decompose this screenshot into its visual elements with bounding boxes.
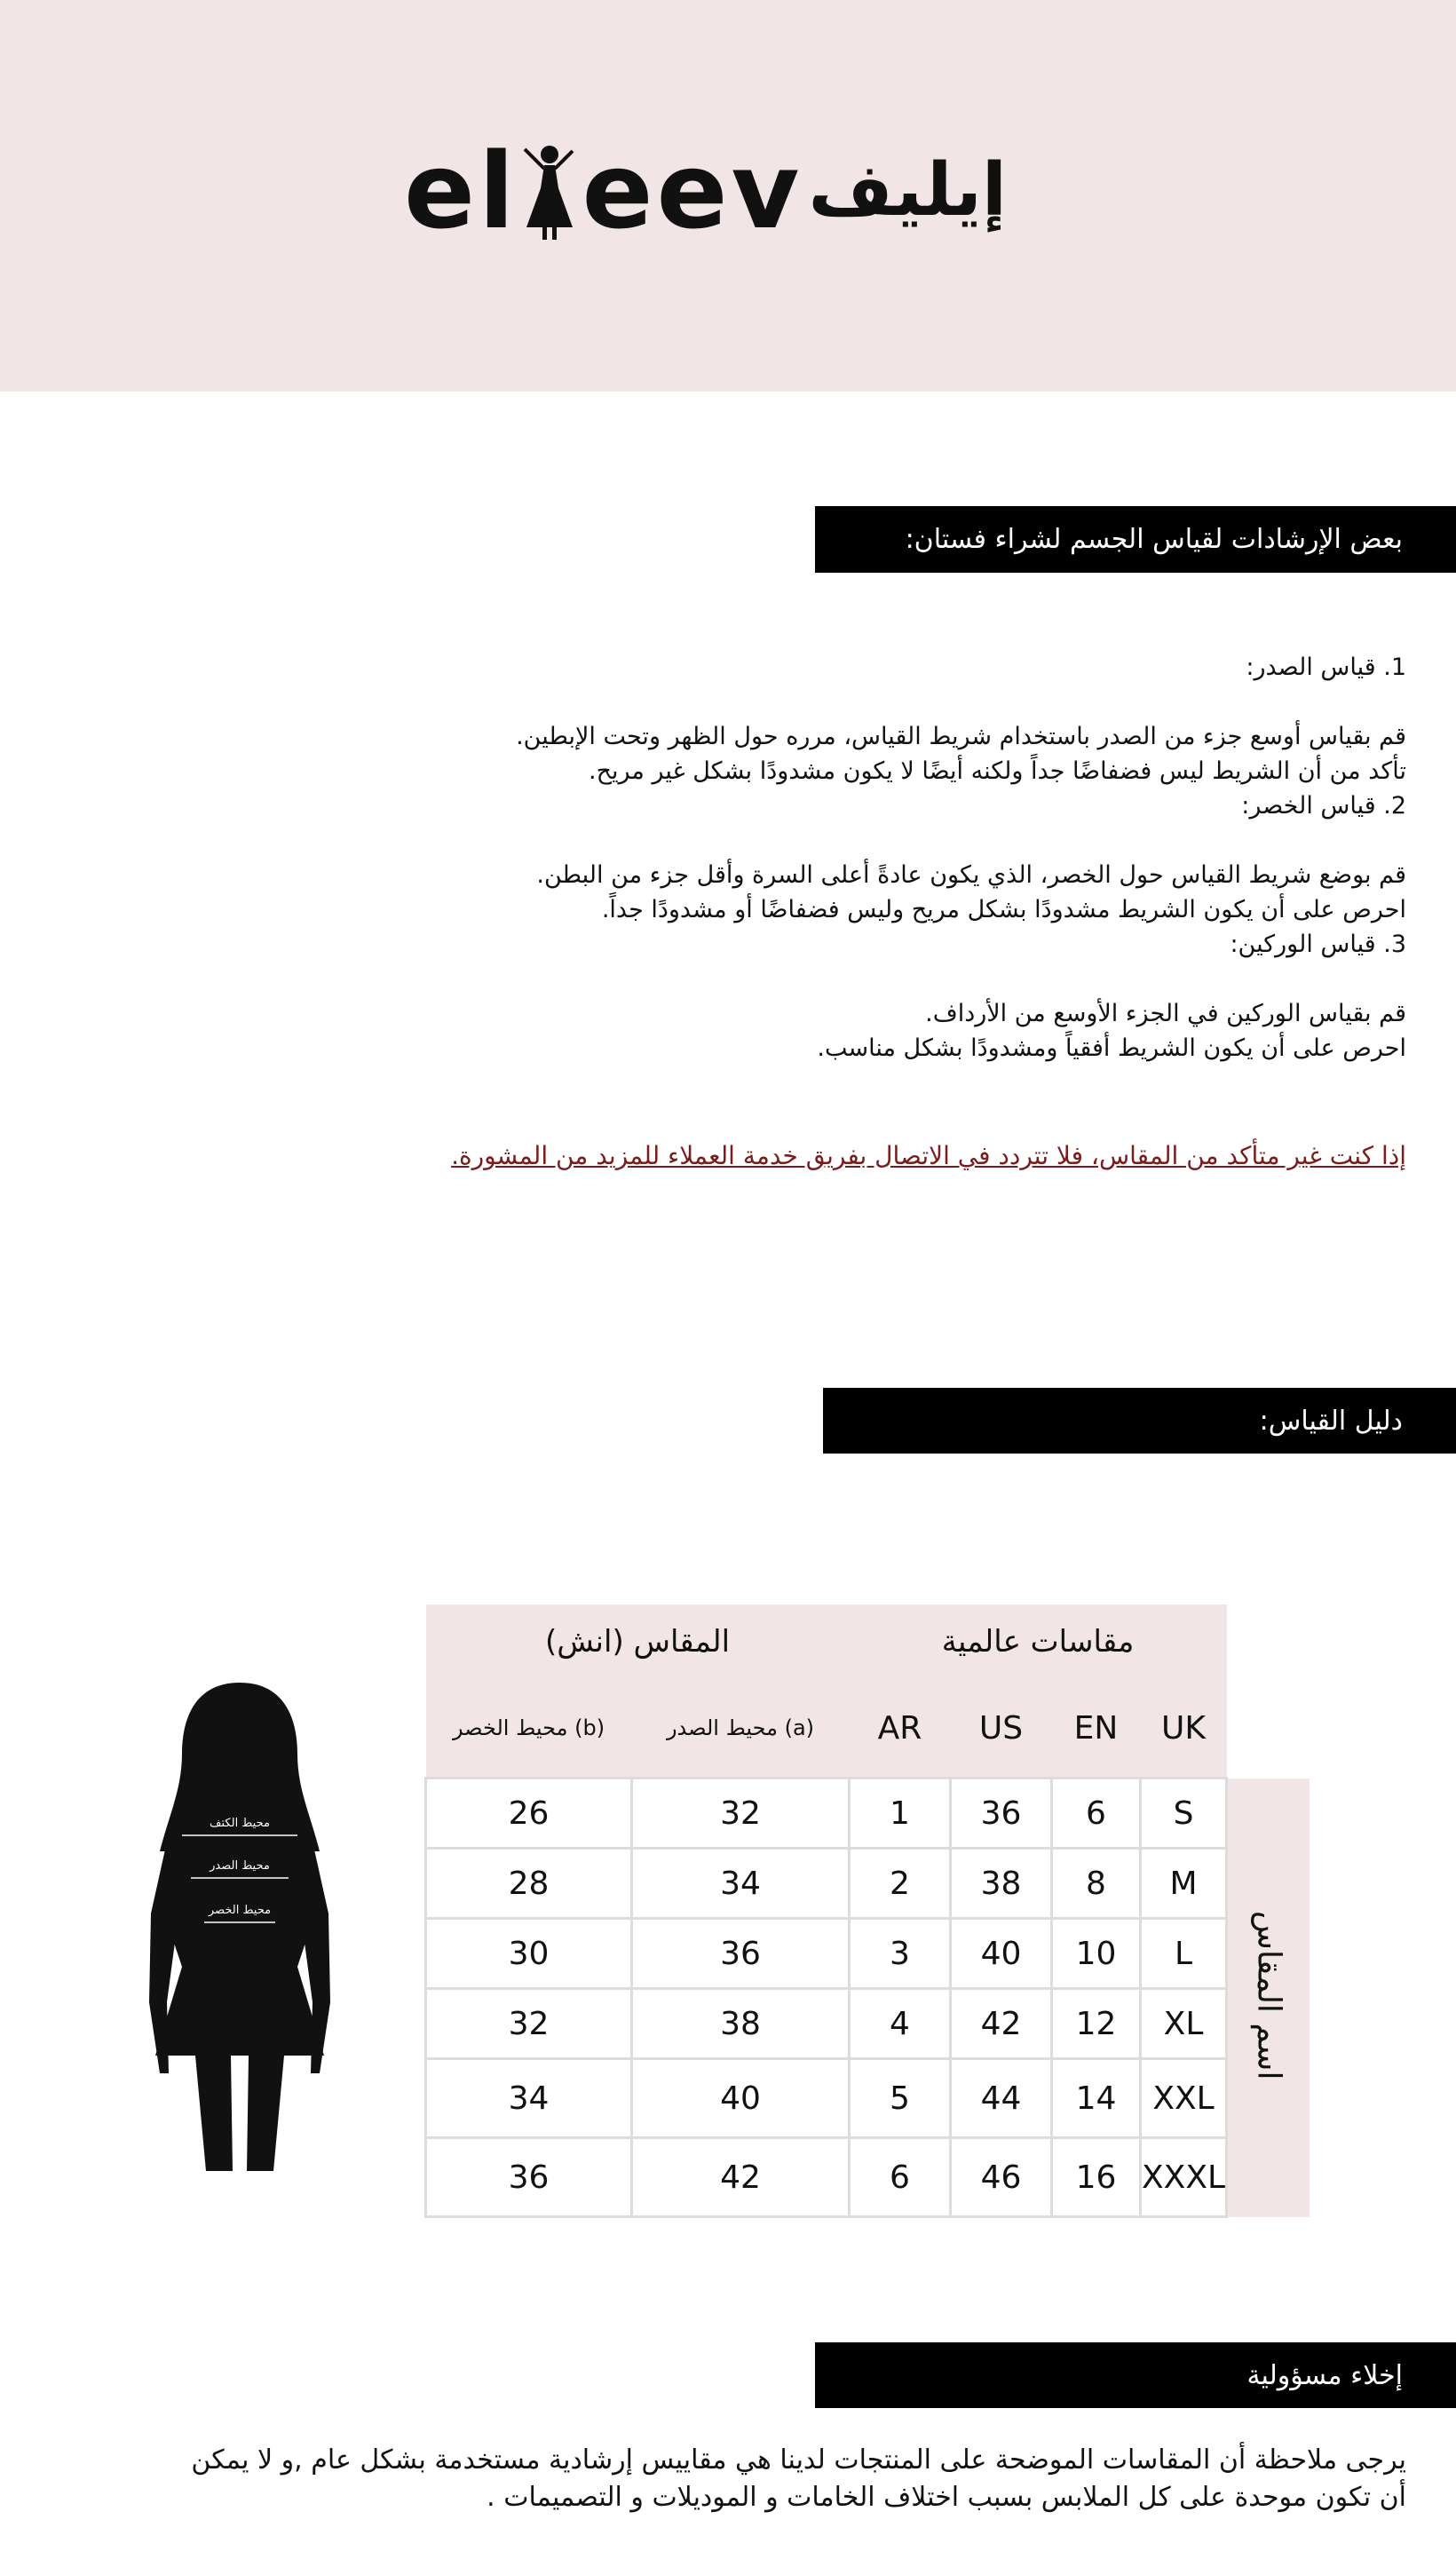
ar-cell: 1 bbox=[850, 1779, 951, 1849]
col-header-chest: محيط الصدر (a) bbox=[632, 1679, 850, 1779]
chest-cell: 34 bbox=[632, 1849, 850, 1919]
en-cell: 10 bbox=[1052, 1919, 1141, 1989]
body-measurement-figure bbox=[142, 1683, 337, 2171]
woman-figure-icon bbox=[518, 142, 582, 240]
us-cell: 44 bbox=[951, 2059, 1052, 2138]
waist-line-1: قم بوضع شريط القياس حول الخصر، الذي يكون عادةً أعلى السرة وأقل جزء من البطن. bbox=[536, 861, 1406, 889]
uk-cell: M bbox=[1141, 1849, 1227, 1919]
guidelines-section-title: بعض الإرشادات لقياس الجسم لشراء فستان: bbox=[815, 506, 1456, 573]
waist-cell: 34 bbox=[426, 2059, 632, 2138]
uk-cell: S bbox=[1141, 1779, 1227, 1849]
waist-cell: 36 bbox=[426, 2138, 632, 2217]
group-header-measure: المقاس (انش) bbox=[426, 1604, 850, 1679]
waist-cell: 32 bbox=[426, 1989, 632, 2059]
hips-heading: 3. قياس الوركين: bbox=[1230, 931, 1406, 958]
table-row bbox=[426, 2138, 1310, 2217]
customer-service-link[interactable]: إذا كنت غير متأكد من المقاس، فلا تتردد في الاتصال بفريق خدمة العملاء للمزيد من المشورة. bbox=[451, 1141, 1406, 1170]
chest-cell: 42 bbox=[632, 2138, 850, 2217]
disclaimer-section-title: إخلاء مسؤولية bbox=[815, 2342, 1456, 2408]
table-row bbox=[426, 1849, 1310, 1919]
brand-logo-latin: el eev bbox=[404, 130, 803, 252]
waist-cell: 30 bbox=[426, 1919, 632, 1989]
torso-shape bbox=[155, 1798, 324, 2056]
chest-label: محيط الصدر bbox=[210, 1859, 270, 1873]
us-cell: 40 bbox=[951, 1919, 1052, 1989]
hips-line-2: احرص على أن يكون الشريط أفقياً ومشدودًا بشكل مناسب. bbox=[817, 1034, 1406, 1062]
chest-line-1: قم بقياس أوسع جزء من الصدر باستخدام شريط القياس، مرره حول الظهر وتحت الإبطين. bbox=[516, 723, 1406, 750]
chest-cell: 36 bbox=[632, 1919, 850, 1989]
col-header-ar: AR bbox=[850, 1679, 951, 1779]
us-cell: 36 bbox=[951, 1779, 1052, 1849]
chest-cell: 40 bbox=[632, 2059, 850, 2138]
chest-cell: 38 bbox=[632, 1989, 850, 2059]
us-cell: 46 bbox=[951, 2138, 1052, 2217]
table-row bbox=[426, 2059, 1310, 2138]
en-cell: 14 bbox=[1052, 2059, 1141, 2138]
legs-shape bbox=[195, 2056, 284, 2171]
en-cell: 6 bbox=[1052, 1779, 1141, 1849]
uk-cell: L bbox=[1141, 1919, 1227, 1989]
col-header-waist: محيط الخصر (b) bbox=[426, 1679, 632, 1779]
size-chart bbox=[424, 1604, 1310, 2218]
disclaimer-text bbox=[21, 2442, 1406, 2516]
ar-cell: 2 bbox=[850, 1849, 951, 1919]
group-header-international: مقاسات عالمية bbox=[850, 1604, 1227, 1679]
chest-cell: 32 bbox=[632, 1779, 850, 1849]
disclaimer-line-1: يرجى ملاحظة أن المقاسات الموضحة على المنتجات لدينا هي مقاييس إرشادية مستخدمة بشكل عام ,و لا يمكن bbox=[191, 2444, 1406, 2476]
waist-heading: 2. قياس الخصر: bbox=[1241, 792, 1406, 820]
us-cell: 42 bbox=[951, 1989, 1052, 2059]
uk-cell: XXXL bbox=[1141, 2138, 1227, 2217]
waist-line-2: احرص على أن يكون الشريط مشدودًا بشكل مريح وليس فضفاضًا أو مشدودًا جداً. bbox=[601, 896, 1406, 923]
en-cell: 16 bbox=[1052, 2138, 1141, 2217]
brand-logo[interactable] bbox=[404, 130, 1007, 252]
col-header-uk: UK bbox=[1141, 1679, 1227, 1779]
en-cell: 8 bbox=[1052, 1849, 1141, 1919]
ar-cell: 3 bbox=[850, 1919, 951, 1989]
col-header-en: EN bbox=[1052, 1679, 1141, 1779]
disclaimer-line-2: أن تكون موحدة على كل الملابس بسبب اختلاف الخامات و الموديلات و التصميمات . bbox=[487, 2482, 1406, 2513]
size-name-side-label: اسم المقاس bbox=[1227, 1779, 1310, 2217]
waist-cell: 28 bbox=[426, 1849, 632, 1919]
waist-label: محيط الخصر bbox=[208, 1904, 272, 1917]
table-row bbox=[426, 1919, 1310, 1989]
waist-cell: 26 bbox=[426, 1779, 632, 1849]
en-cell: 12 bbox=[1052, 1989, 1141, 2059]
ar-cell: 4 bbox=[850, 1989, 951, 2059]
chest-heading: 1. قياس الصدر: bbox=[1246, 654, 1406, 681]
us-cell: 38 bbox=[951, 1849, 1052, 1919]
col-header-us: US bbox=[951, 1679, 1052, 1779]
ar-cell: 6 bbox=[850, 2138, 951, 2217]
size-guide-section-title: دليل القياس: bbox=[823, 1388, 1456, 1454]
measurement-instructions bbox=[252, 650, 1406, 1066]
shoulder-label: محيط الكتف bbox=[210, 1817, 270, 1830]
size-table bbox=[424, 1604, 1310, 2218]
chest-line-2: تأكد من أن الشريط ليس فضفاضًا جداً ولكنه أيضًا لا يكون مشدودًا بشكل غير مريح. bbox=[589, 757, 1406, 785]
table-row bbox=[426, 1989, 1310, 2059]
hips-line-1: قم بقياس الوركين في الجزء الأوسع من الأرداف. bbox=[925, 1000, 1406, 1027]
table-row bbox=[426, 1779, 1310, 1849]
uk-cell: XL bbox=[1141, 1989, 1227, 2059]
ar-cell: 5 bbox=[850, 2059, 951, 2138]
brand-logo-arabic: إيليف bbox=[808, 148, 1007, 233]
uk-cell: XXL bbox=[1141, 2059, 1227, 2138]
